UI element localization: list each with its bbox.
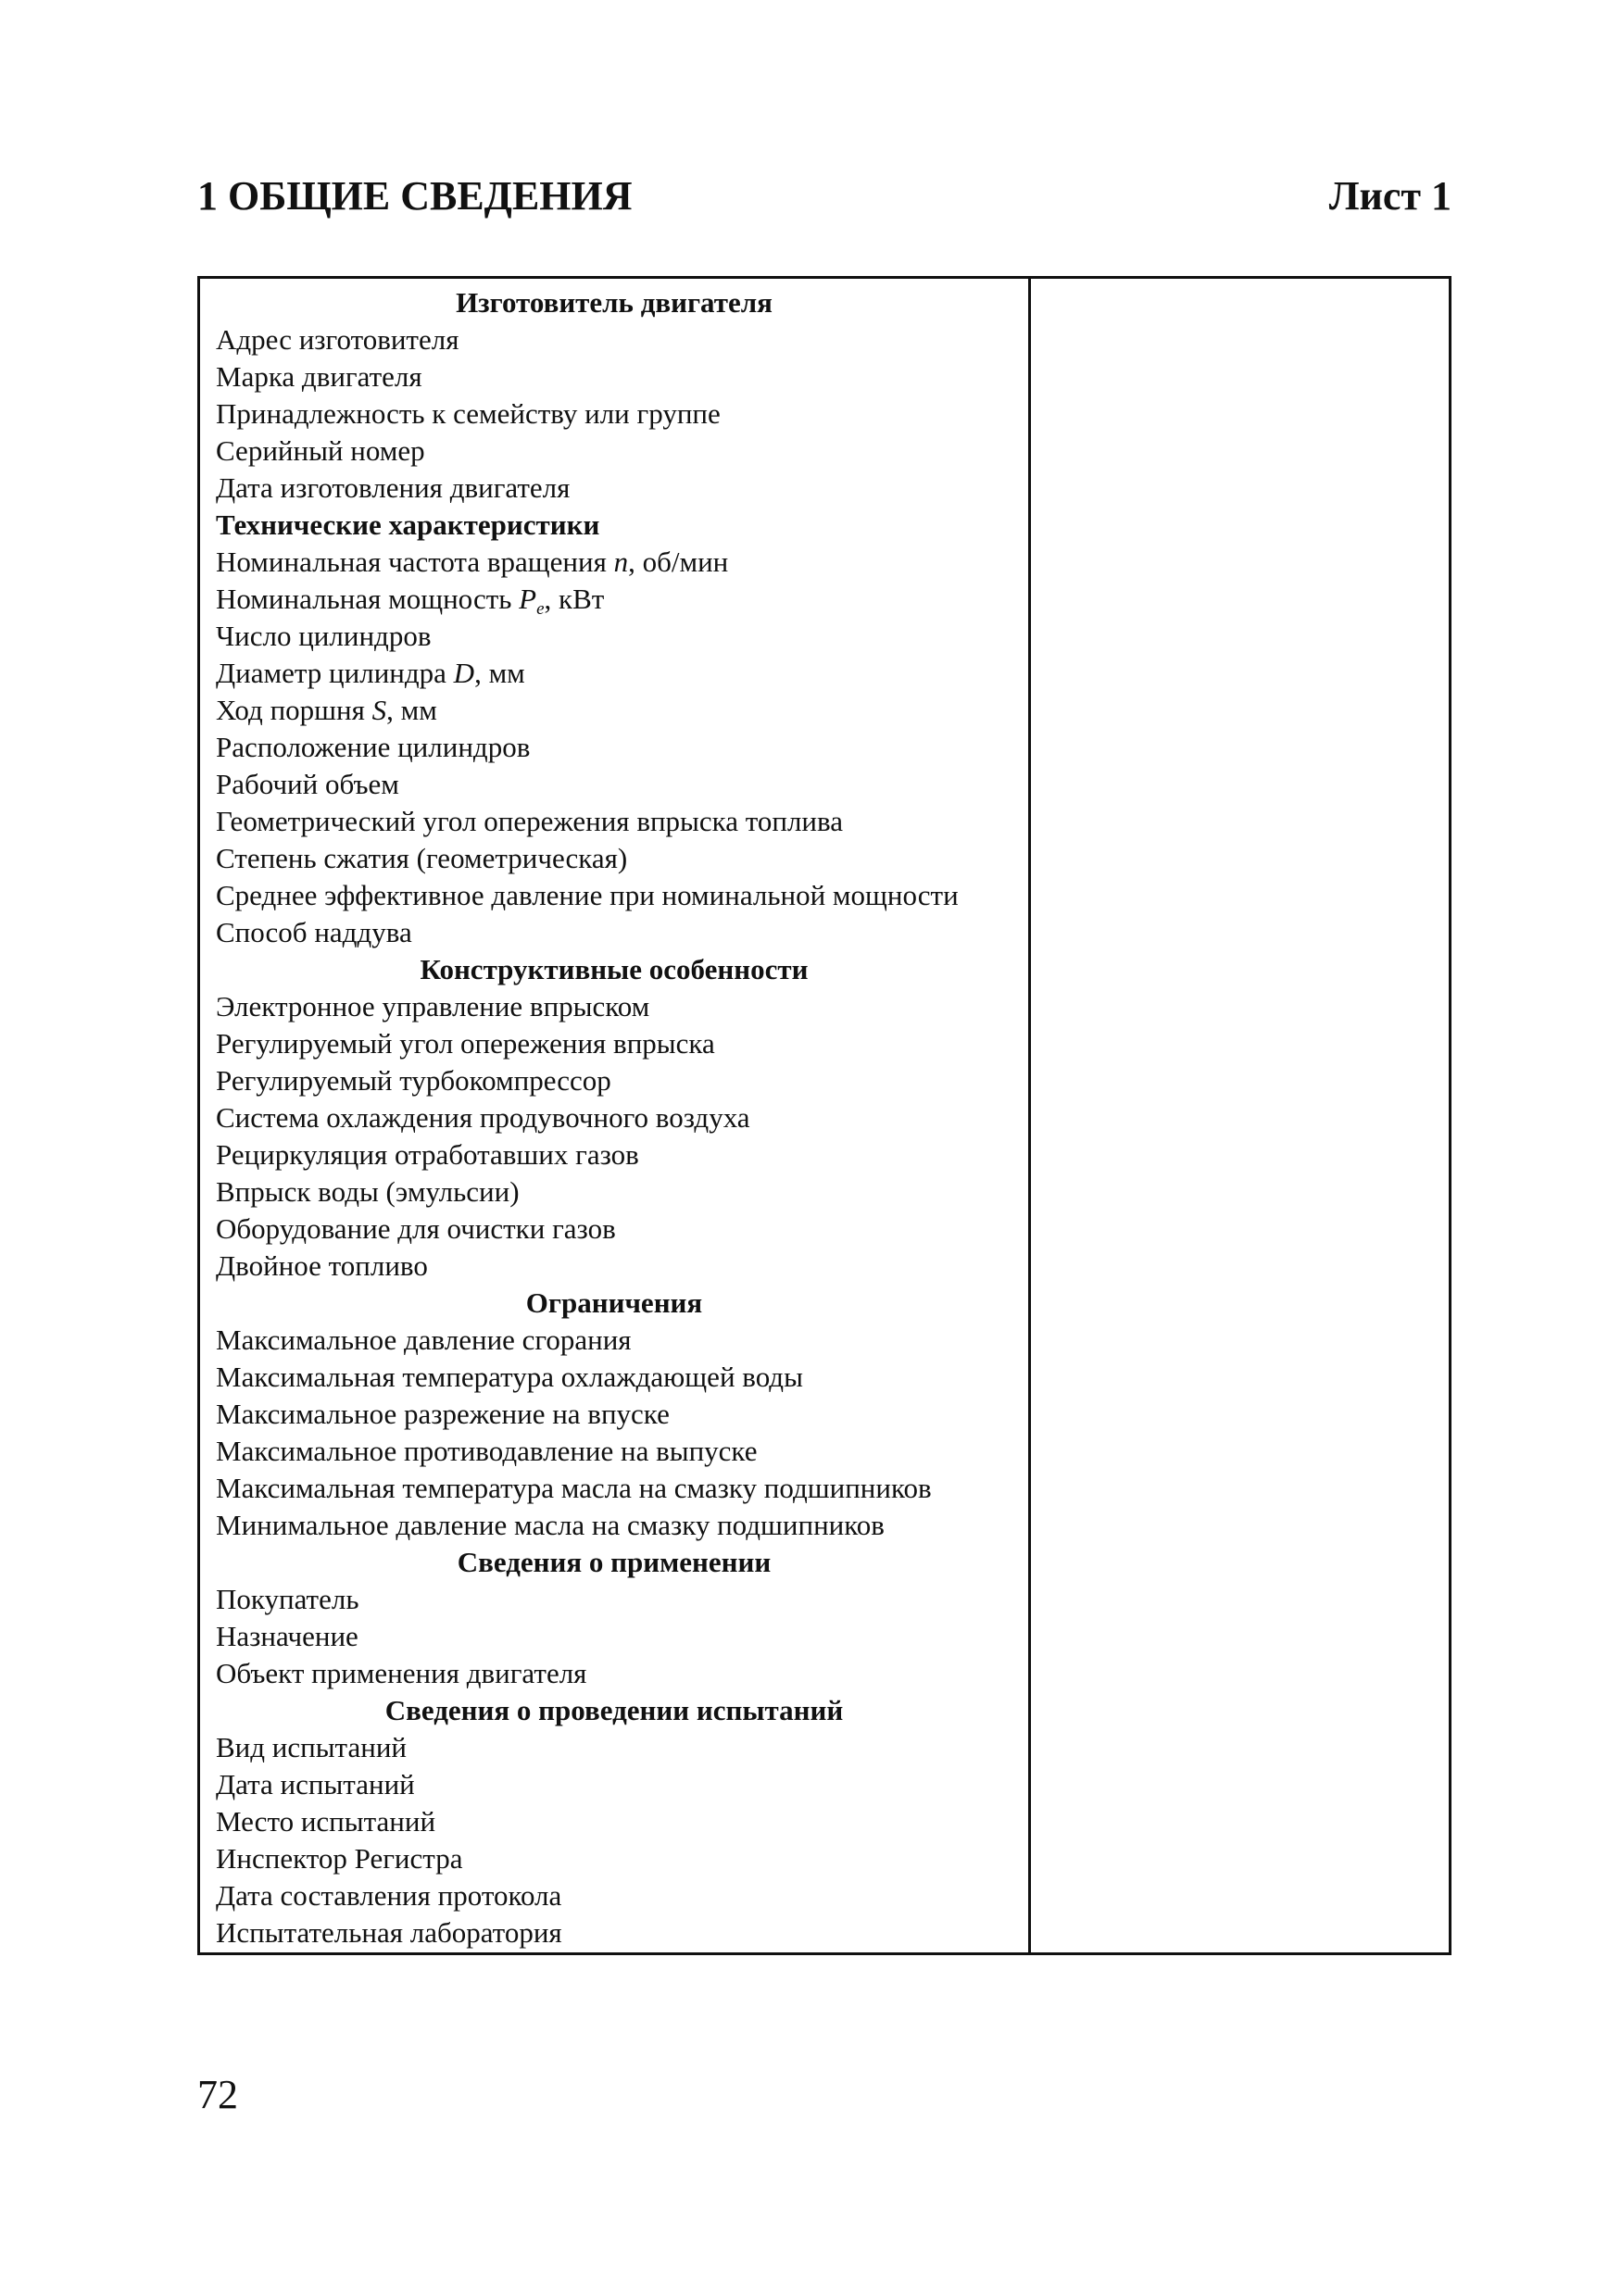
field-label: Максимальное давление сгорания [216,1324,632,1356]
symbol: n [613,546,629,578]
field-label: Назначение [216,1620,358,1652]
symbol: D [453,657,475,689]
field-label: Место испытаний [216,1805,436,1838]
section-heading-limits: Ограничения [525,1286,703,1319]
sheet-label: Лист 1 [1328,173,1451,219]
field-label: Принадлежность к семейству или группе [216,397,721,430]
field-label: Способ наддува [216,916,412,948]
unit-text: , кВт [544,583,605,615]
field-label: Геометрический угол опережения впрыска топлива [216,805,844,837]
label-text: Диаметр цилиндра [216,657,454,689]
field-label: Система охлаждения продувочного воздуха [216,1101,750,1134]
field-label: Объект применения двигателя [216,1657,587,1689]
field-label: Степень сжатия (геометрическая) [216,842,628,874]
field-label: Инспектор Регистра [216,1842,463,1875]
field-label-speed [200,544,1028,581]
field-label: Регулируемый угол опережения впрыска [216,1027,715,1060]
field-label: Минимальное давление масла на смазку подшипников [216,1509,885,1541]
field-label: Рабочий объем [216,768,399,800]
section-heading-application: Сведения о применении [457,1546,772,1578]
page-number: 72 [197,2072,238,2117]
engine-info-table [197,276,1451,1955]
label-text: Ход поршня [216,694,372,726]
label-text: Номинальная мощность [216,583,520,615]
field-label: Адрес изготовителя [216,323,459,356]
section-heading-manufacturer: Изготовитель двигателя [456,286,773,319]
field-label: Электронное управление впрыском [216,990,650,1023]
field-label: Марка двигателя [216,360,422,393]
field-label: Двойное топливо [216,1249,428,1282]
symbol: P [519,583,537,615]
page-title: 1 ОБЩИЕ СВЕДЕНИЯ [197,173,633,219]
field-label: Регулируемый турбокомпрессор [216,1064,611,1097]
field-label: Серийный номер [216,434,425,467]
field-label: Испытательная лаборатория [216,1916,562,1949]
field-label: Покупатель [216,1583,359,1615]
label-text: Номинальная частота вращения [216,546,614,578]
field-label-diameter [200,655,1028,692]
field-label: Максимальная температура масла на смазку подшипников [216,1472,932,1504]
section-heading-technical: Технические характеристики [216,508,600,541]
symbol: S [371,694,387,726]
field-label-power [200,581,1028,618]
field-label: Вид испытаний [216,1731,408,1763]
field-label-stroke [200,692,1028,729]
unit-text: , об/мин [628,546,729,578]
field-label: Максимальное противодавление на выпуске [216,1435,758,1467]
field-values-column [1031,279,1449,1952]
field-label: Дата составления протокола [216,1879,562,1912]
field-label: Максимальная температура охлаждающей воды [216,1361,803,1393]
field-label: Расположение цилиндров [216,731,531,763]
field-label: Рециркуляция отработавших газов [216,1138,639,1171]
section-heading-tests: Сведения о проведении испытаний [384,1694,844,1726]
field-label: Дата изготовления двигателя [216,471,571,504]
field-label: Впрыск воды (эмульсии) [216,1175,520,1208]
field-label: Оборудование для очистки газов [216,1212,616,1245]
field-label: Среднее эффективное давление при номинальной мощности [216,879,959,911]
field-names-column [200,279,1031,1952]
subscript: e [536,599,545,619]
section-heading-design: Конструктивные особенности [420,953,809,985]
field-label: Дата испытаний [216,1768,415,1800]
field-label: Максимальное разрежение на впуске [216,1398,670,1430]
field-label: Число цилиндров [216,620,432,652]
unit-text: , мм [474,657,525,689]
unit-text: , мм [386,694,437,726]
